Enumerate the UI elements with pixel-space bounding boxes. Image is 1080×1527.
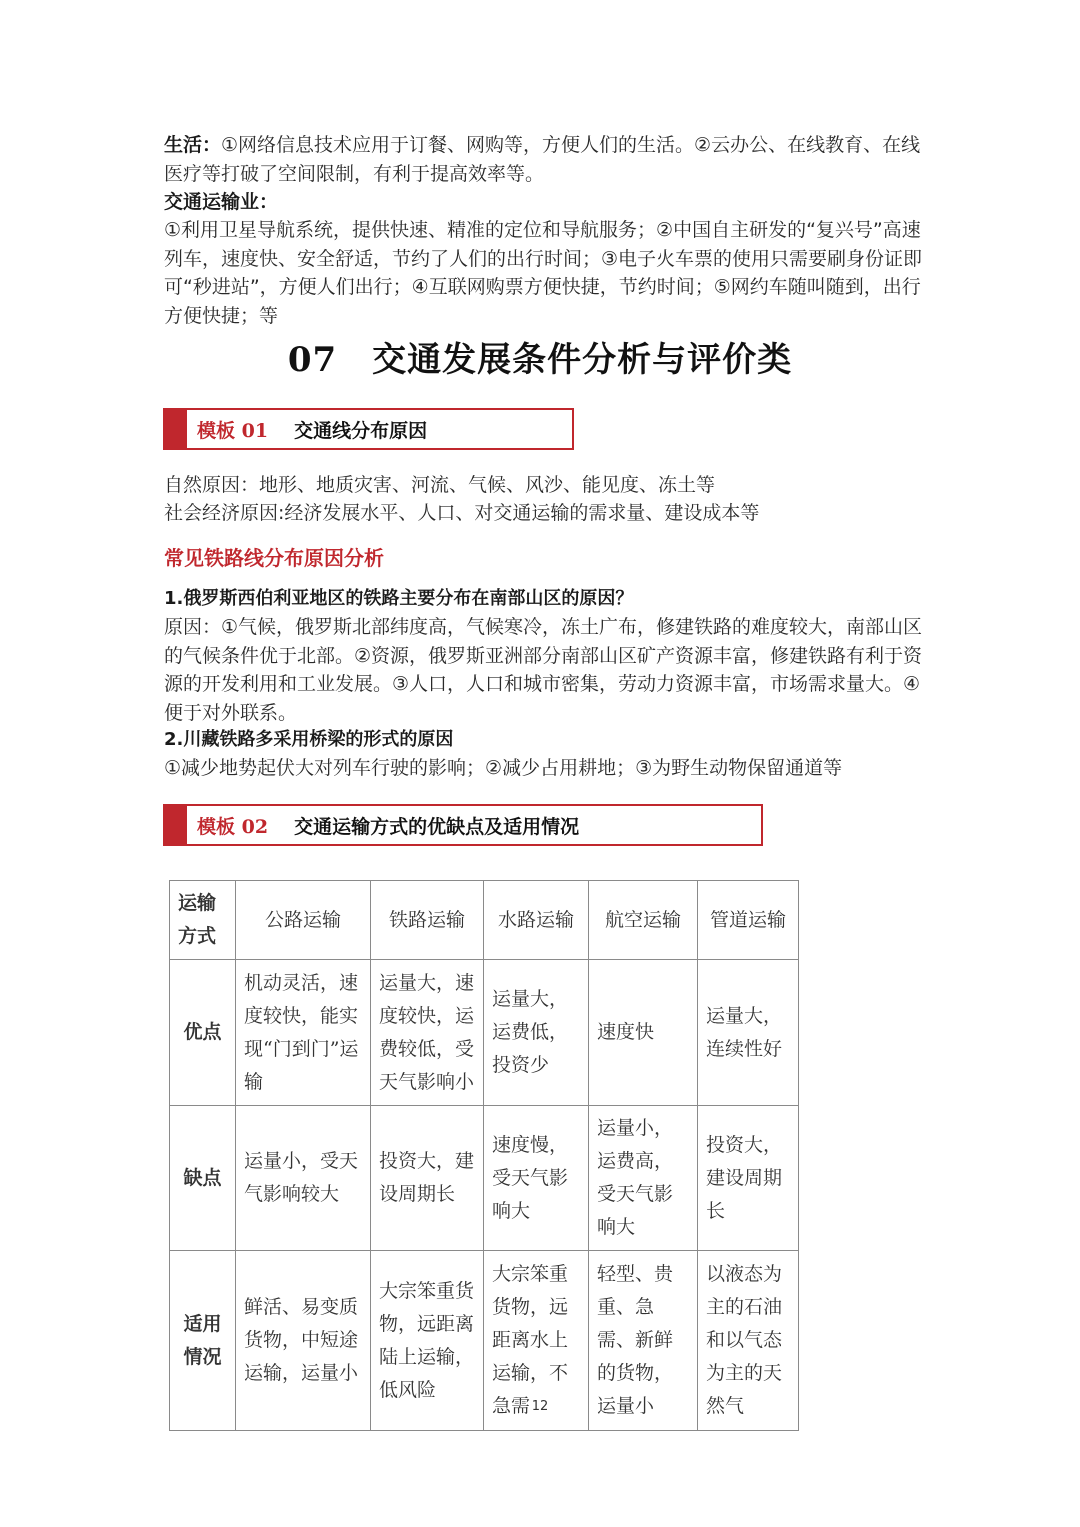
transport-label: 交通运输业： [164,191,279,213]
table-cell: 速度慢，受天气影响大 [484,1106,589,1251]
table-cell: 运量小，受天气影响较大 [236,1106,371,1251]
life-text: ①网络信息技术应用于订餐、网购等，方便人们的生活。②云办公、在线教育、在线医疗等打破了空间限制，有利于提高效率等。 [164,134,921,185]
table-row-label: 优点 [170,960,236,1106]
table-cell: 机动灵活，速度较快，能实现“门到门”运输 [236,960,371,1106]
table-row [170,1106,799,1251]
railway-heading: 常见铁路线分布原因分析 [164,546,384,570]
template-02-accent-bar [163,804,187,846]
page-number: 12 [531,1399,549,1414]
table-cell: 运量大，运费低，投资少 [484,960,589,1106]
table-row-label: 缺点 [170,1106,236,1251]
table-row-label: 适用情况 [170,1251,236,1431]
table-header-cell: 航空运输 [589,881,698,960]
natural-reasons: 自然原因：地形、地质灾害、河流、气候、风沙、能见度、冻土等 [164,474,716,496]
template-01-title: 交通线分布原因 [294,419,428,442]
life-paragraph [164,131,924,188]
table-cell: 大宗笨重货物，远距离陆上运输，低风险 [371,1251,484,1431]
table-cell: 投资大，建设周期长 [371,1106,484,1251]
table-header-cell: 管道运输 [698,881,799,960]
table-cell: 运量大，速度较快，运费较低，受天气影响小 [371,960,484,1106]
template-01-box [163,408,574,450]
life-label: 生活： [164,134,222,156]
table-cell: 投资大，建设周期长 [698,1106,799,1251]
table-header-cell: 公路运输 [236,881,371,960]
table-row [170,960,799,1106]
question-2: 2.川藏铁路多采用桥梁的形式的原因 [164,729,454,750]
table-cell: 鲜活、易变质货物，中短途运输，运量小 [236,1251,371,1431]
table-cell: 运量小，运费高，受天气影响大 [589,1106,698,1251]
table-header-cell: 铁路运输 [371,881,484,960]
answer-2: ①减少地势起伏大对列车行驶的影响；②减少占用耕地；③为野生动物保留通道等 [164,757,843,779]
transport-text: ①利用卫星导航系统，提供快速、精准的定位和导航服务；②中国自主研发的“复兴号”高速列车，速度快、安全舒适，节约了人们的出行时间；③电子火车票的使用只需要刷身份证即可“秒进站”，方便人们出行；④互联网购票方便快捷，节约时间；⑤网约车随叫随到，出行方便快捷；等 [164,219,923,327]
table-header-row [170,881,799,960]
table-cell: 轻型、贵重、急需、新鲜的货物，运量小 [589,1251,698,1431]
answer-1: 原因：①气候，俄罗斯北部纬度高，气候寒冷，冻土广布，修建铁路的难度较大，南部山区的气候条件优于北部。②资源，俄罗斯亚洲部分南部山区矿产资源丰富，修建铁路有利于资源的开发利用和工业发展。③人口，人口和城市密集，劳动力资源丰富，市场需求量大。④便于对外联系。 [164,616,923,724]
table-header-cell: 水路运输 [484,881,589,960]
template-02-label: 模板 02 [197,815,269,838]
table-cell: 以液态为主的石油和以气态为主的天然气 [698,1251,799,1431]
social-reasons: 社会经济原因:经济发展水平、人口、对交通运输的需求量、建设成本等 [164,502,760,524]
table-cell: 速度快 [589,960,698,1106]
table-header-cell: 运输方式 [170,881,236,960]
transport-table [169,880,799,1431]
table-cell: 大宗笨重货物，远距离水上运输，不急需 [484,1251,589,1431]
table-cell: 运量大，连续性好 [698,960,799,1106]
question-1: 1.俄罗斯西伯利亚地区的铁路主要分布在南部山区的原因？ [164,588,634,609]
template-02-title: 交通运输方式的优缺点及适用情况 [294,815,580,838]
section-title: 07 交通发展条件分析与评价类 [287,340,793,380]
template-01-accent-bar [163,408,187,450]
template-02-box [163,804,763,846]
template-01-label: 模板 01 [197,419,269,442]
